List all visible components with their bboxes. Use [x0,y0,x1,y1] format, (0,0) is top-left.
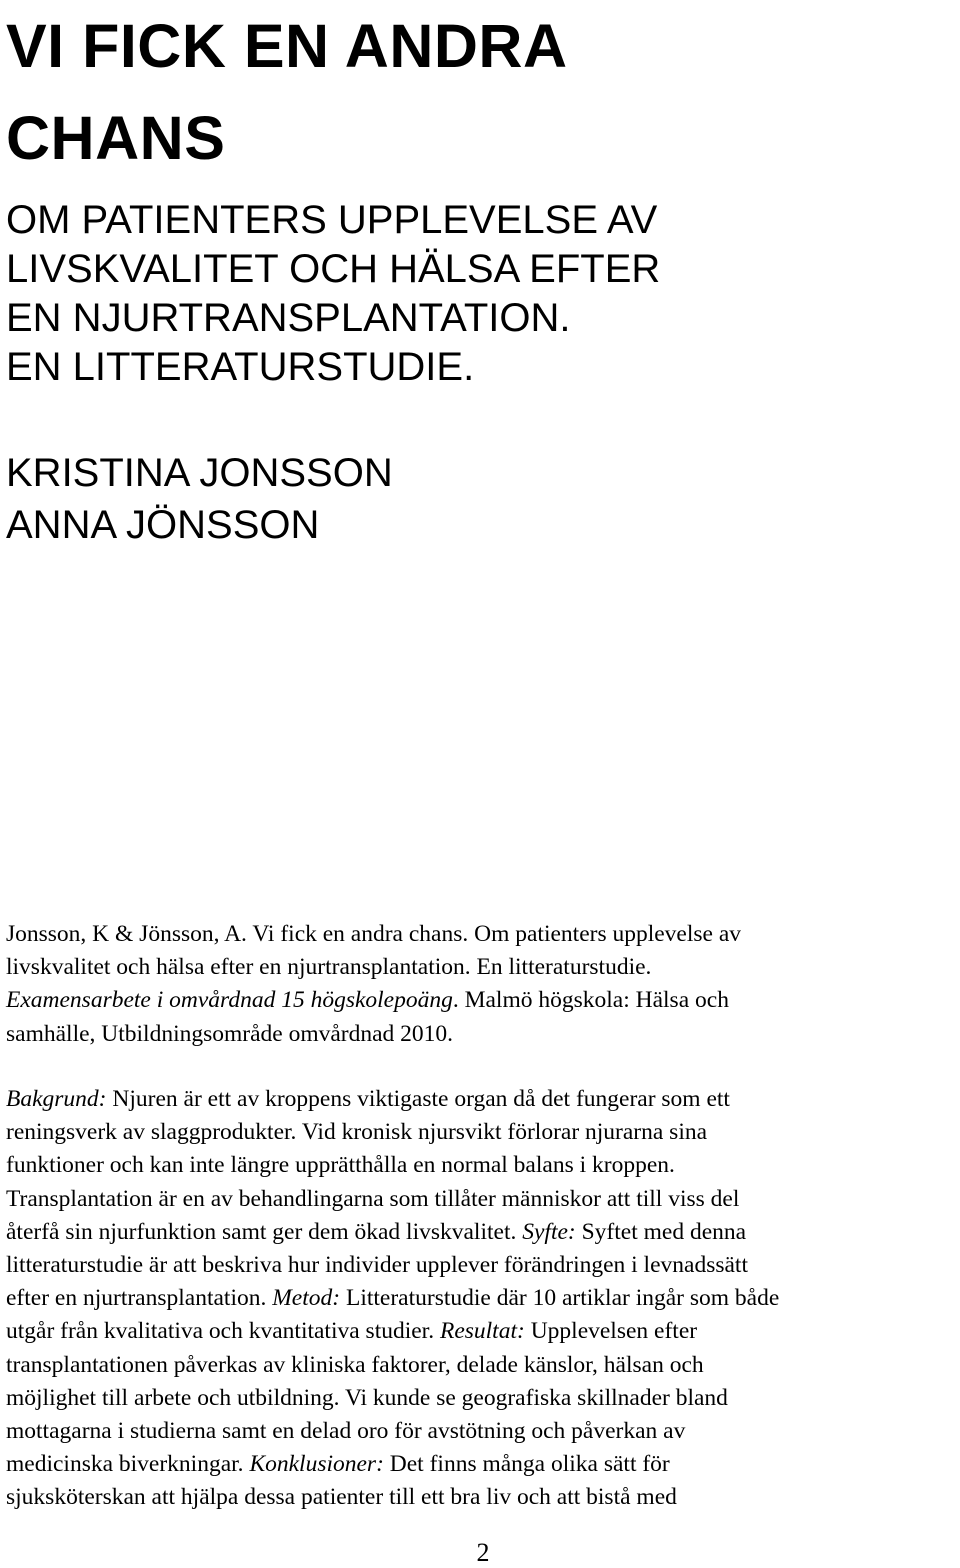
citation-text: . Malmö högskola: Hälsa och [452,987,729,1014]
subtitle-line: OM PATIENTERS UPPLEVELSE AV [6,198,658,242]
abstract-text: Upplevelsen efter [524,1318,698,1345]
citation-line [6,984,958,1017]
abstract-text: Det finns många olika sätt för [383,1451,670,1478]
abstract-text: Litteraturstudie där 10 artiklar ingår som både [340,1285,780,1312]
abstract-text: Njuren är ett av kroppens viktigaste organ då det fungerar som ett [106,1086,730,1112]
abstract-line [6,1315,958,1348]
title-line: VI FICK EN ANDRA [6,12,568,80]
abstract-line: Transplantation är en av behandlingarna som tillåter människor att till viss del [6,1185,740,1212]
abstract-text: återfå sin njurfunktion samt ger dem ökad livskvalitet. [6,1218,523,1245]
author-name: ANNA JÖNSSON [6,503,320,547]
abstract-text: efter en njurtransplantation. [6,1285,273,1312]
citation-line: livskvalitet och hälsa efter en njurtransplantation. En litteraturstudie. [6,954,652,981]
bakgrund-label: Bakgrund: [6,1086,107,1112]
abstract-paragraph [6,1083,958,1515]
citation-line: Jonsson, K & Jönsson, A. Vi fick en andra chans. Om patienters upplevelse av [6,921,742,947]
subtitle-line: LIVSKVALITET OCH HÄLSA EFTER [6,247,661,291]
abstract-line: reningsverk av slaggprodukter. Vid kronisk njursvikt förlorar njurarna sina [6,1119,708,1146]
subtitle-line: EN NJURTRANSPLANTATION. [6,296,571,340]
resultat-label: Resultat: [439,1318,525,1345]
abstract-line: möjlighet till arbete och utbildning. Vi kunde se geografiska skillnader bland [6,1384,728,1411]
abstract-line: litteraturstudie är att beskriva hur individer upplever förändringen i levnadssätt [6,1252,748,1279]
metod-label: Metod: [272,1285,341,1312]
abstract-line [6,1083,958,1116]
abstract-line [6,1448,958,1481]
abstract-line: funktioner och kan inte längre upprätthålla en normal balans i kroppen. [6,1152,675,1179]
abstract-line [6,1216,958,1249]
abstract-line: mottagarna i studierna samt en delad oro för avstötning och påverkan av [6,1418,686,1445]
abstract-line: sjuksköterskan att hjälpa dessa patienter till ett bra liv och att bistå med [6,1484,677,1511]
abstract-text: utgår från kvalitativa och kvantitativa studier. [6,1318,440,1345]
author-name: KRISTINA JONSSON [6,451,393,495]
document-title [6,0,568,184]
abstract-text: Syftet med denna [575,1218,747,1245]
abstract-line [6,1282,958,1315]
konklusioner-label: Konklusioner: [249,1451,384,1478]
title-line: CHANS [6,104,226,172]
abstract-text: medicinska biverkningar. [6,1451,250,1478]
page-number: 2 [476,1538,490,1567]
abstract-line: transplantationen påverkas av kliniska faktorer, delade känslor, hälsan och [6,1351,704,1378]
subtitle-line: EN LITTERATURSTUDIE. [6,345,475,389]
citation-line: samhälle, Utbildningsområde omvårdnad 2010. [6,1020,454,1047]
syfte-label: Syfte: [522,1218,576,1245]
citation-paragraph [6,918,958,1051]
author-list [6,447,393,551]
citation-course-italic: Examensarbete i omvårdnad 15 högskolepoäng [6,987,453,1014]
document-subtitle [6,196,660,392]
